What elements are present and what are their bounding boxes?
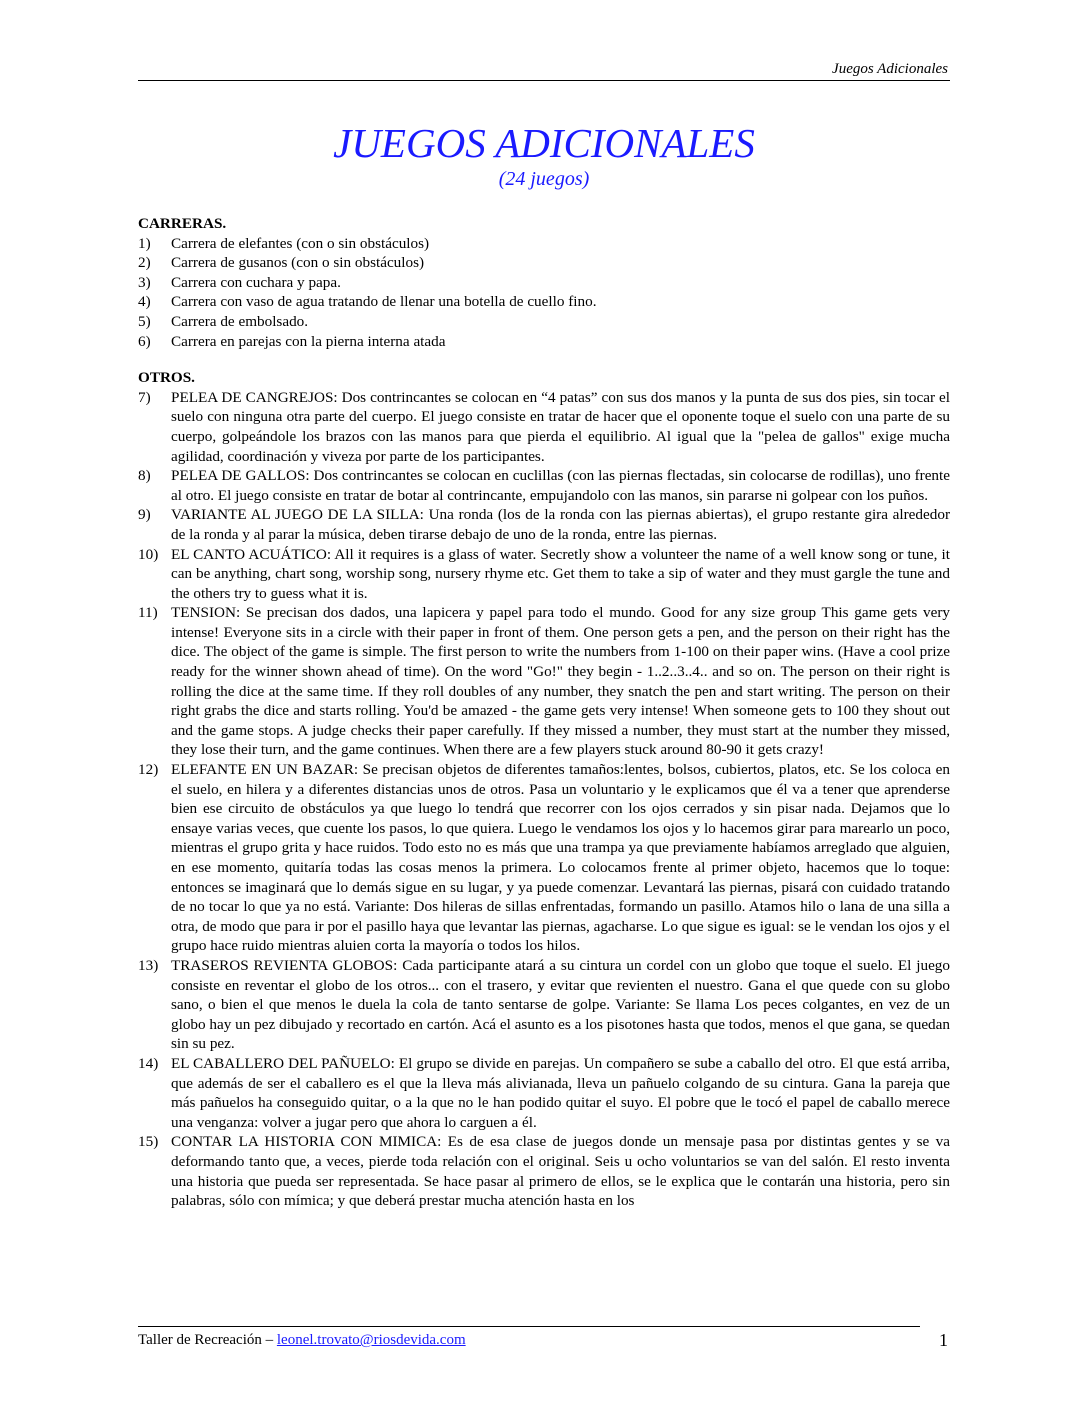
item-number: 7) (138, 388, 151, 406)
footer-email-link[interactable]: leonel.trovato@riosdevida.com (276, 1332, 466, 1348)
item-text: Carrera de embolsado. (171, 312, 309, 330)
footer (138, 1332, 466, 1349)
document-body (138, 214, 950, 1211)
item-text: Carrera de gusanos (con o sin obstáculos) (171, 254, 425, 272)
list-item (138, 505, 950, 544)
item-list (138, 234, 950, 352)
item-text: Carrera con vaso de agua tratando de llenar una botella de cuello fino. (171, 293, 597, 311)
section-heading: OTROS. (138, 369, 195, 387)
list-item (138, 292, 950, 312)
item-text: Carrera de elefantes (con o sin obstáculos) (171, 234, 430, 252)
item-text: PELEA DE CANGREJOS: Dos contrincantes se colocan en “4 patas” con sus dos manos y la punta de sus dos pies, sin tocar el suelo con ninguna otra parte del cuerpo. El juego consiste en tratar de hacer que el oponente toque el suelo con una parte de su cuerpo, golpeándole los brazos con las manos para que pierda el equilibrio. Al igual que la "pelea de gallos" exige mucha agilidad, coordinación y viveza por parte de los participantes. (171, 388, 950, 465)
running-header: Juegos Adicionales (832, 61, 948, 77)
item-number: 3) (138, 273, 151, 291)
list-item (138, 312, 950, 332)
item-number: 8) (138, 467, 151, 485)
item-number: 6) (138, 332, 151, 350)
list-item (138, 234, 950, 254)
section-heading: CARRERAS. (138, 215, 227, 232)
item-text: Carrera con cuchara y papa. (171, 273, 341, 291)
item-number: 10) (138, 545, 159, 563)
footer-rule (138, 1326, 920, 1327)
item-number: 11) (138, 604, 158, 622)
list-item (138, 760, 950, 956)
item-number: 9) (138, 506, 151, 524)
item-text: ELEFANTE EN UN BAZAR: Se precisan objetos de diferentes tamaños:lentes, bolsos, cubiertos, platos, etc. Se los coloca en el suelo, en hilera y a diferentes distancias unos de otros. Pasa un voluntario y le explicamos que él va a tener que aprenderse bien ese circuito de obstáculos ya que luego lo tendrá que recorrer con los ojos cerrados y sin pisar nada. Dejamos que lo ensaye varias veces, que cuente los pasos, lo que quiera. Luego le vendamos los ojos y lo hacemos girar para marearlo un poco, mientras el grupo grita y hace ruidos. Todo esto no es más que una trampa ya que previamente habíamos arreglado que alguien, en ese momento, quitaría todas las cosas menos la primera. Lo colocamos frente al primer objeto, hacemos que lo toque: entonces se imaginará que lo demás sigue en su lugar, y ya puede comenzar. Levantará las piernas, pisará con cuidado tratando de no tocar lo que ya no está. Variante: Dos hileras de sillas enfrentadas, formando un pasillo. Atamos hilo o lana de una silla a otra, de modo que para ir por el pasillo haya que levantar las piernas, agacharse. Lo que sigue es igual: se le vendan los ojos y el grupo hace ruido mientras aluien corta la mayoría o todos los hilos. (171, 761, 950, 955)
item-text: EL CANTO ACUÁTICO: All it requires is a glass of water. Secretly show a volunteer the name of a well know song or tune, it can be anything, chart song, worship song, nursery rhyme etc. Get them to take a sip of water and they must gargle the tune and the others try to guess what it is. (171, 545, 950, 602)
item-text: CONTAR LA HISTORIA CON MIMICA: Es de esa clase de juegos donde un mensaje pasa por distintas gentes y se va deformando tanto que, a veces, pierde toda relación con el original. Seis u ocho voluntarios se van del salón. El resto inventa una historia que pueda ser representada. Se hace pasar al primero de ellos, se le explica que le contarán una historia, pero sin palabras, sólo con mímica; y que deberá prestar mucha atención hasta en los (171, 1133, 950, 1210)
item-number: 15) (138, 1133, 159, 1151)
item-number: 5) (138, 312, 151, 330)
list-item (138, 253, 950, 273)
list-item (138, 466, 950, 505)
list-item (138, 332, 950, 352)
list-item (138, 1132, 950, 1210)
document-title: JUEGOS ADICIONALES (333, 120, 755, 166)
list-item (138, 545, 950, 604)
item-number: 4) (138, 293, 151, 311)
footer-label: Taller de Recreación – (138, 1332, 277, 1348)
list-item (138, 956, 950, 1054)
document-subtitle: (24 juegos) (498, 168, 590, 190)
list-item (138, 603, 950, 760)
header-rule (138, 80, 950, 81)
list-item (138, 1054, 950, 1132)
item-number: 12) (138, 761, 159, 779)
item-number: 1) (138, 234, 151, 252)
item-text: Carrera en parejas con la pierna interna atada (171, 332, 446, 350)
item-number: 13) (138, 956, 159, 974)
item-number: 2) (138, 254, 151, 272)
item-number: 14) (138, 1054, 159, 1072)
item-text: TENSION: Se precisan dos dados, una lapicera y papel para todo el mundo. Good for any size group This game gets very intense! Everyone sits in a circle with their paper in front of them. One person gets a pen, and the person on their right has the dice. The object of the game is simple. The first person to write the numbers from 1-100 on their paper wins. (Have a cool prize ready for the winner shown ahead of time). On the word "Go!" they begin - 1..2..3..4.. and so on. The person on their right is rolling the dice at the same time. If they roll doubles of any number, they snatch the pen and start writing. The person on their right grabs the dice and starts rolling. You'd be amazed - the game gets very intense! When someone gets to 100 they shout out and the game stops. A judge checks their paper carefully. If they missed a number, they must start at the number they missed, they lose their turn, and the game continues. When there are a few players stuck around 80-90 it gets crazy! (171, 604, 950, 759)
list-item (138, 273, 950, 293)
item-text: EL CABALLERO DEL PAÑUELO: El grupo se divide en parejas. Un compañero se sube a caballo del otro. El que está arriba, que además de ser el caballero es el que la lleva más alivianada, lleva un pañuelo colgando de su cintura. Gana la pareja que más pañuelos ha conseguido quitar, o a la que no le han podido quitar el suyo. El pobre que le tocó el papel de caballo merece una venganza: volver a jugar pero que ahora lo carguen a él. (171, 1054, 950, 1131)
page-number: 1 (939, 1330, 948, 1350)
item-text: PELEA DE GALLOS: Dos contrincantes se colocan en cuclillas (con las piernas flectadas, sin colocarse de rodillas), uno frente al otro. El juego consiste en tratar de botar al contrincante, empujandolo con las manos, sin pararse ni golpear con los puños. (171, 467, 950, 504)
item-text: VARIANTE AL JUEGO DE LA SILLA: Una ronda (los de la ronda con las piernas abiertas), el grupo restante gira alrededor de la ronda y al parar la música, deben tirarse debajo de uno de la ronda, entre las piernas. (171, 506, 950, 543)
list-item (138, 388, 950, 466)
item-text: TRASEROS REVIENTA GLOBOS: Cada participante atará a su cintura un cordel con un globo que toque el suelo. El juego consiste en reventar el globo de los otros... con el trasero, y evitar que revienten el nuestro. Gana el que quede con su globo sano, o bien el que menos le duela la cola de tanto sentarse de golpe. Variante: Se llama Los peces colgantes, en vez de un globo hay un pez dibujado y recortado en cartón. Acá el asunto es a los pisotones hasta que todos, menos el que gana, se quedan sin su pez. (171, 956, 950, 1053)
item-list (138, 388, 950, 1211)
